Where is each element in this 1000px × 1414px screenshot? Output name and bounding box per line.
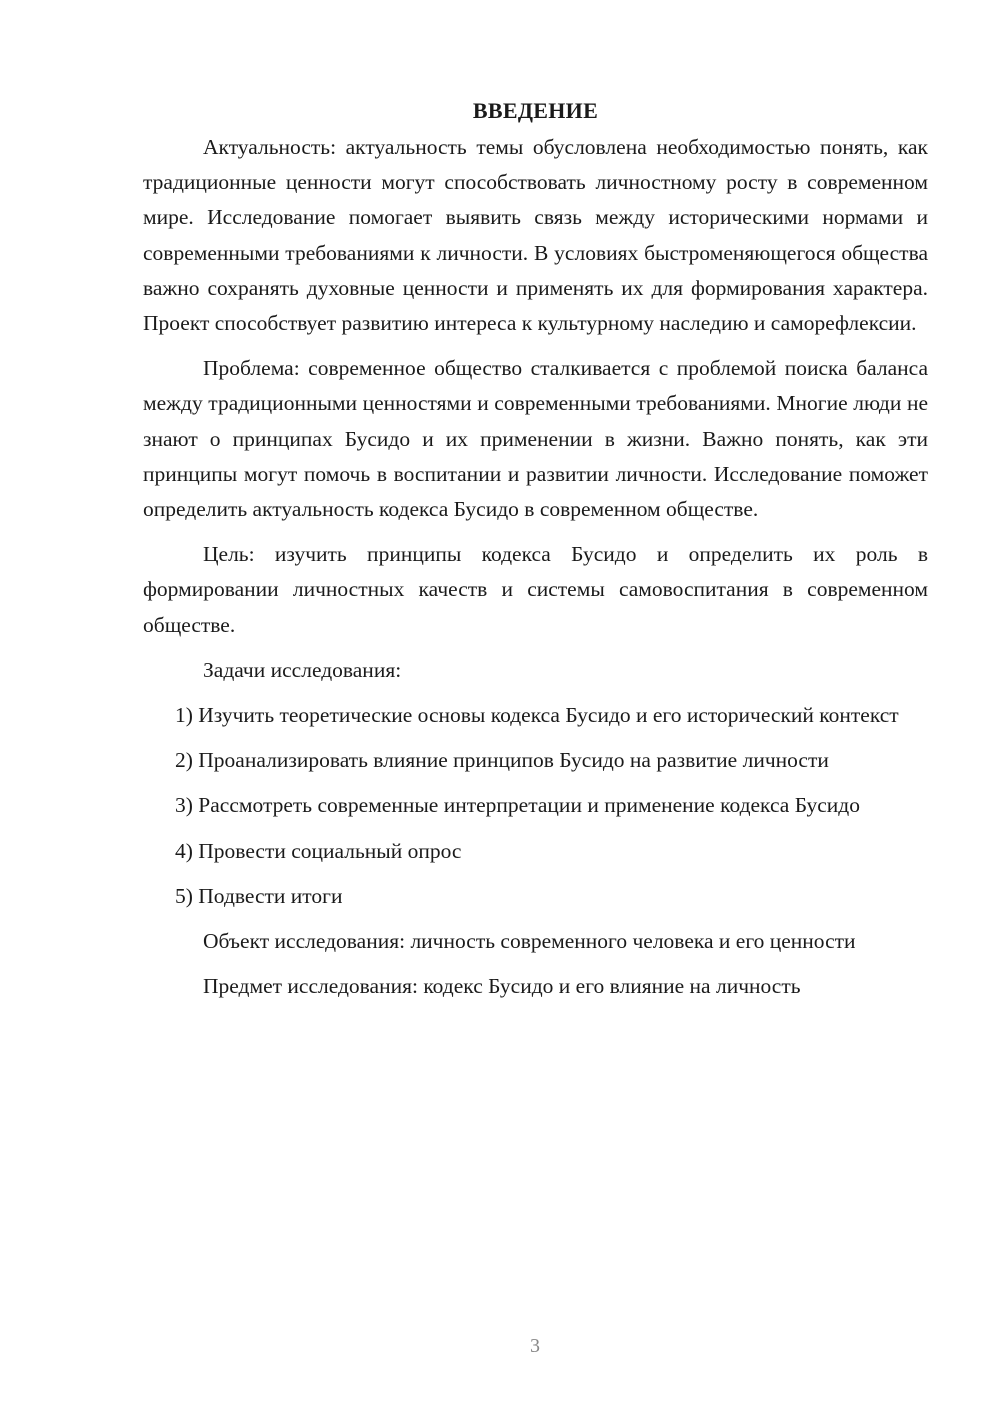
subject-paragraph: Предмет исследования: кодекс Бусидо и его влияние на личность <box>203 974 801 999</box>
problem-paragraph: Проблема: современное общество сталкивается с проблемой поиска баланса между традиционными ценностями и современными требованиями. Многие люди не знают о принципах Бусидо и их применении в жизни. Важно понять, как эти принципы могут помочь в воспитании и развитии личности. Исследование поможет определить актуальность кодекса Бусидо в современном обществе. <box>143 356 928 522</box>
task-item: 2) Проанализировать влияние принципов Бусидо на развитие личности <box>175 748 829 773</box>
task-item: 1) Изучить теоретические основы кодекса Бусидо и его исторический контекст <box>175 703 899 728</box>
task-item: 5) Подвести итоги <box>175 883 343 908</box>
relevance-paragraph: Актуальность: актуальность темы обусловлена необходимостью понять, как традиционные ценности могут способствовать личностному росту в современном мире. Исследование помогает выявить связь между историческими нормами и современными требованиями к личности. В условиях быстроменяющегося общества важно сохранять духовные ценности и применять их для формирования характера. Проект способствует развитию интереса к культурному наследию и саморефлексии. <box>143 135 928 336</box>
object-paragraph: Объект исследования: личность современного человека и его ценности <box>203 929 856 954</box>
page-number: 3 <box>530 1335 540 1357</box>
section-heading: ВВЕДЕНИЕ <box>472 98 599 123</box>
task-item: 4) Провести социальный опрос <box>175 838 462 863</box>
tasks-title: Задачи исследования: <box>203 657 402 682</box>
page-content <box>143 96 928 1014</box>
task-item: 3) Рассмотреть современные интерпретации и применение кодекса Бусидо <box>175 793 860 818</box>
goal-paragraph: Цель: изучить принципы кодекса Бусидо и определить их роль в формировании личностных качеств и системы самовоспитания в современном обществе. <box>143 542 928 637</box>
